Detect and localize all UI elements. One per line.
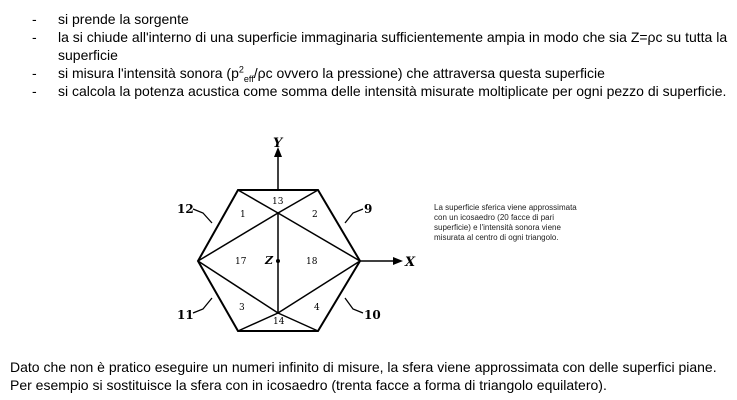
bullet-marker: - <box>32 65 37 81</box>
leader-line <box>345 209 363 223</box>
x-axis-label: X <box>405 255 416 270</box>
bullet-text: la si chiude all'interno di una superficie immaginaria sufficientemente ampia in modo che sia Z=ρc su tutta la superficie <box>58 29 728 63</box>
z-axis-label: Z <box>265 254 274 267</box>
bullet-marker: - <box>32 29 37 45</box>
bullet-item <box>32 82 732 100</box>
bullet-list <box>32 10 732 100</box>
bullet-text: si calcola la potenza acustica come somma delle intensità misurate moltiplicate per ogni pezzo di superficie. <box>58 83 727 99</box>
leader-line <box>193 209 212 223</box>
bullet-text-post: /ρc ovvero la pressione) che attraversa questa superficie <box>253 65 605 81</box>
bullet-item <box>32 10 732 28</box>
center-point <box>276 259 280 263</box>
figure-caption: La superficie sferica viene approssimata con un icosaedro (20 facce di pari superficie) e l'intensità sonora viene misurata al centro di ogni triangolo. <box>434 203 577 242</box>
bullet-item <box>32 28 732 64</box>
face-label-18: 18 <box>306 257 318 267</box>
subscript: eff <box>243 73 254 84</box>
face-label-17: 17 <box>235 257 247 267</box>
outer-label-11: 11 <box>177 308 194 322</box>
face-label-13: 13 <box>272 197 284 207</box>
face-label-4: 4 <box>314 303 320 313</box>
bullet-marker: - <box>32 11 37 27</box>
bullet-marker: - <box>32 83 37 99</box>
bullet-item <box>32 64 732 82</box>
leader-line <box>345 298 363 313</box>
face-label-3: 3 <box>239 303 245 313</box>
outer-label-10: 10 <box>364 308 381 322</box>
icosahedron-diagram <box>165 133 425 333</box>
bullet-text: si prende la sorgente <box>58 11 189 27</box>
face-label-14: 14 <box>273 317 285 327</box>
outer-label-9: 9 <box>364 202 373 216</box>
edge <box>198 261 278 313</box>
leader-line <box>193 298 212 313</box>
x-axis-arrow <box>393 257 403 265</box>
outer-label-12: 12 <box>177 202 194 216</box>
face-label-2: 2 <box>312 210 318 220</box>
exponent: 2 <box>238 64 244 75</box>
y-axis-label: Y <box>273 136 283 151</box>
bullet-text-pre: si misura l'intensità sonora (p <box>58 65 239 81</box>
face-label-1: 1 <box>240 210 246 220</box>
edge <box>238 313 278 331</box>
closing-paragraph: Dato che non è pratico eseguire un numeri infinito di misure, la sfera viene approssimata con delle superfici piane. Per esempio si sostituisce la sfera con in icosaedro (trenta facce a forma di triangolo equilatero). <box>10 359 717 393</box>
